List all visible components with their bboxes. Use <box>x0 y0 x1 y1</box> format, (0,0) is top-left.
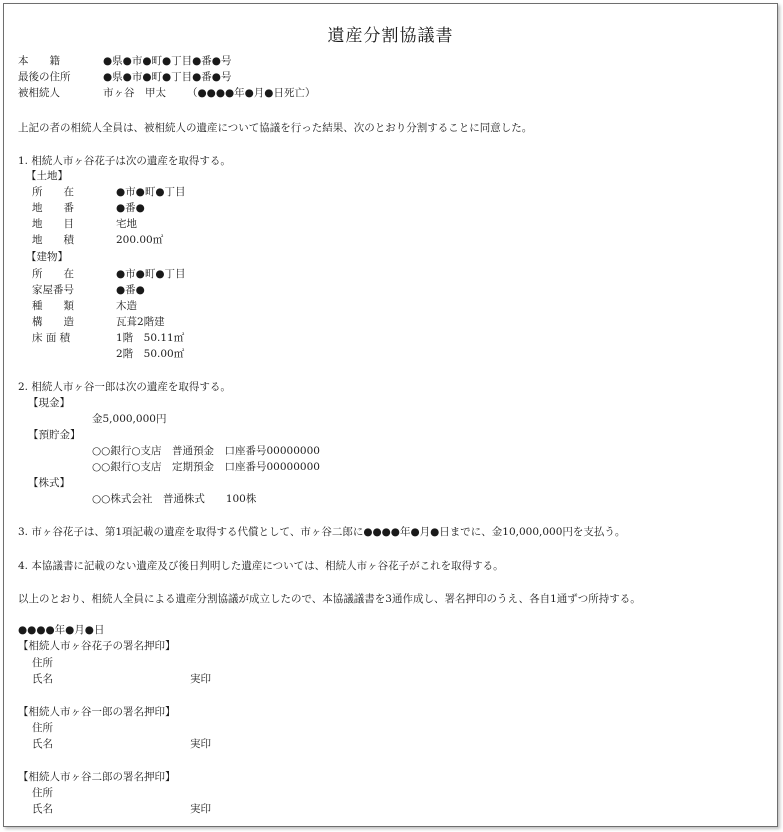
building-label: 種 類 <box>32 300 74 312</box>
building-value: ●番● <box>116 284 145 296</box>
building-label: 所 在 <box>32 268 74 280</box>
signature-name-label: 氏名 <box>32 673 53 685</box>
land-label: 地 積 <box>32 234 74 246</box>
honseki-value: ●県●市●町●丁目●番●号 <box>103 55 232 67</box>
building-value: ●市●町●丁目 <box>116 268 186 280</box>
signature-seal-label: 実印 <box>190 673 211 685</box>
building-value: 瓦葺2階建 <box>116 316 165 328</box>
signature-name-label: 氏名 <box>32 803 53 815</box>
signature-address-label: 住所 <box>32 722 53 734</box>
land-value: 宅地 <box>116 218 137 230</box>
section4-text: 4. 本協議書に記載のない遺産及び後日判明した遺産については、相続人市ヶ谷花子がこれを取得する。 <box>18 560 504 572</box>
signature-address-label: 住所 <box>32 787 53 799</box>
signature-seal-label: 実印 <box>190 738 211 750</box>
building-value: 木造 <box>116 300 137 312</box>
cash-heading: 【現金】 <box>28 397 70 409</box>
signature-seal-label: 実印 <box>190 803 211 815</box>
cash-value: 金5,000,000円 <box>92 413 167 425</box>
deposit-item: ○○銀行○支店 普通預金 口座番号00000000 <box>92 445 320 457</box>
land-label: 地 目 <box>32 218 74 230</box>
land-value: ●市●町●丁目 <box>116 186 186 198</box>
last-address-value: ●県●市●町●丁目●番●号 <box>103 71 232 83</box>
last-address-label: 最後の住所 <box>18 71 71 83</box>
building-value: 2階 50.00㎡ <box>116 348 185 360</box>
land-value: 200.00㎡ <box>116 234 164 246</box>
stock-heading: 【株式】 <box>28 477 70 489</box>
signature-heading: 【相続人市ヶ谷一郎の署名押印】 <box>18 706 176 718</box>
deposit-heading: 【預貯金】 <box>28 429 81 441</box>
decedent-name: 市ヶ谷 甲太 <box>103 87 166 99</box>
land-label: 所 在 <box>32 186 74 198</box>
decedent-label: 被相続人 <box>18 87 60 99</box>
decedent-death-date: （●●●●年●月●日死亡） <box>187 87 316 99</box>
document-page <box>3 3 778 827</box>
signature-name-label: 氏名 <box>32 738 53 750</box>
building-value: 1階 50.11㎡ <box>116 332 185 344</box>
section3-text: 3. 市ヶ谷花子は、第1項記載の遺産を取得する代償として、市ヶ谷二郎に●●●●年●月●日までに、金10,000,000円を支払う。 <box>18 526 626 538</box>
signature-heading: 【相続人市ヶ谷二郎の署名押印】 <box>18 771 176 783</box>
honseki-label: 本 籍 <box>18 55 60 67</box>
building-label: 家屋番号 <box>32 284 74 296</box>
land-label: 地 番 <box>32 202 74 214</box>
stock-value: ○○株式会社 普通株式 100株 <box>92 493 257 505</box>
document-title: 遺産分割協議書 <box>327 26 454 46</box>
land-heading: 【土地】 <box>26 170 68 182</box>
closing-text: 以上のとおり、相続人全員による遺産分割協議が成立したので、本協議議書を3通作成し、署名押印のうえ、各自1通ずつ所持する。 <box>18 593 641 605</box>
section1-heading: 1. 相続人市ヶ谷花子は次の遺産を取得する。 <box>18 155 231 167</box>
deposit-item: ○○銀行○支店 定期預金 口座番号00000000 <box>92 461 320 473</box>
building-label: 構 造 <box>32 316 74 328</box>
preamble: 上記の者の相続人全員は、被相続人の遺産について協議を行った結果、次のとおり分割することに同意した。 <box>18 122 533 134</box>
building-label: 床 面 積 <box>32 332 71 344</box>
building-heading: 【建物】 <box>26 251 68 263</box>
land-value: ●番● <box>116 202 145 214</box>
signature-address-label: 住所 <box>32 657 53 669</box>
signing-date: ●●●●年●月●日 <box>18 624 105 636</box>
section2-heading: 2. 相続人市ヶ谷一郎は次の遺産を取得する。 <box>18 381 231 393</box>
signature-heading: 【相続人市ヶ谷花子の署名押印】 <box>18 640 176 652</box>
